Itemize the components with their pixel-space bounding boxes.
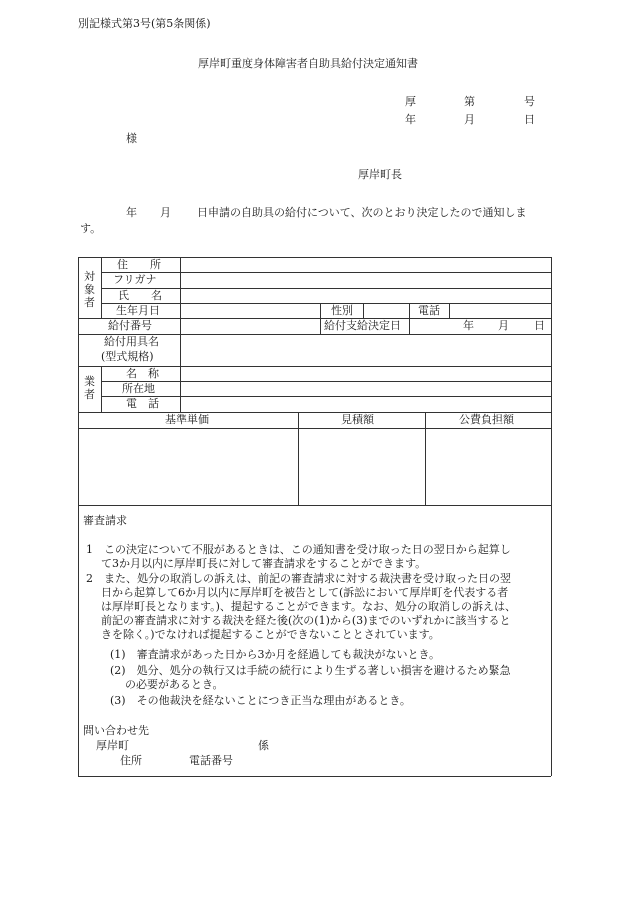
document-title: 厚岸町重度身体障害者自助具給付決定通知書 [198,57,418,70]
grant-date-year: 年 [463,319,474,332]
target-group-char: 対 [84,270,95,283]
col-line [320,303,321,334]
appeal-item2-line3: は厚岸町長となります。)、提起することができます。なお、処分の取消しの訴えは、 [101,600,517,613]
appeal-sub2-line2: の必要があるとき。 [125,678,224,691]
sender-name: 厚岸町長 [358,168,402,181]
grant-date-label: 給付支給決定日 [324,319,401,332]
contact-address-label: 住所 [120,754,142,767]
grant-date-month: 月 [498,319,509,332]
appeal-item1-line2: て3か月以内に厚岸町長に対して審査請求をすることができます。 [101,557,427,570]
date-year: 年 [405,113,416,126]
table-border-right [551,257,552,776]
date-month: 月 [464,113,475,126]
intro-month: 月 [160,206,171,219]
issuer-prefix: 厚 [405,95,416,108]
addressee-suffix: 様 [126,132,137,145]
vendor-phone-label: 電 話 [126,397,159,410]
intro-text-line1: 日申請の自助具の給付について、次のとおり決定したので通知しま [197,206,527,219]
date-day: 日 [524,113,535,126]
row-line [101,303,551,304]
appeal-item1-line1: 1 この決定について不服があるときは、この通知書を受け取った日の翌日から起算し [86,543,511,556]
target-group-char: 象 [84,283,95,296]
col-line [425,412,426,505]
col-line [101,257,102,318]
form-number: 別記様式第3号(第5条関係) [78,17,211,30]
row-line [101,381,551,382]
grant-number-label: 給付番号 [108,319,152,332]
contact-phone-label: 電話番号 [189,754,233,767]
table-border-bottom [78,776,551,777]
appeal-item2-line4: 前記の審査請求に対する裁決を経た後(次の(1)から(3)までのいずれかに該当すると [101,614,511,627]
public-burden-header: 公費負担額 [459,413,514,426]
intro-year: 年 [126,206,137,219]
equipment-label: 給付用具名 [104,335,159,348]
appeal-sub1: (1) 審査請求があった日から3か月を経過しても裁決がないとき。 [110,648,441,661]
phone-label: 電話 [418,304,440,317]
vendor-group-char: 業 [84,375,95,388]
vendor-location-label: 所在地 [122,382,155,395]
appeal-item2-line5: きを除く。)でなければ提起することができないこととされています。 [101,628,440,641]
target-group-label [84,270,95,309]
row-line [101,272,551,273]
appeal-item2-line2: 日から起算して6か月以内に厚岸町を被告として(訴訟において厚岸町を代表する者 [101,586,509,599]
name-label: 氏 名 [118,289,162,302]
furigana-label: フリガナ [113,273,157,286]
estimate-header: 見積額 [341,413,374,426]
equipment-spec-label: (型式規格) [101,350,154,363]
vendor-group-char: 者 [84,388,95,401]
contact-town: 厚岸町 [96,739,129,752]
number-mark: 第 [464,95,475,108]
contact-heading: 問い合わせ先 [83,724,149,737]
row-line [78,428,551,429]
target-group-char: 者 [84,296,95,309]
col-line [409,303,410,318]
appeal-item2-line1: 2 また、処分の取消しの訴えは、前記の審査請求に対する裁決書を受け取った日の翌 [86,572,511,585]
birthdate-label: 生年月日 [116,304,160,317]
col-line [363,303,364,318]
appeal-heading: 審査請求 [83,514,127,527]
number-suffix: 号 [524,95,535,108]
appeal-sub2-line1: (2) 処分、処分の執行又は手続の続行により生ずる著しい損害を避けるため緊急 [110,664,511,677]
contact-section: 係 [258,739,269,752]
vendor-name-label: 名 称 [126,367,159,380]
row-line [101,288,551,289]
appeal-sub3: (3) その他裁決を経ないことにつき正当な理由があるとき。 [110,694,411,707]
col-line [180,257,181,412]
standard-unit-price-header: 基準単価 [165,413,209,426]
col-line [449,303,450,318]
vendor-group-label [84,375,95,401]
grant-date-day: 日 [534,319,545,332]
intro-text-line2: す。 [80,222,102,235]
col-line [409,318,410,334]
col-line [298,412,299,505]
row-line [101,396,551,397]
row-line [78,505,551,506]
gender-label: 性別 [331,304,353,317]
col-line [101,366,102,412]
address-label: 住 所 [117,258,161,271]
